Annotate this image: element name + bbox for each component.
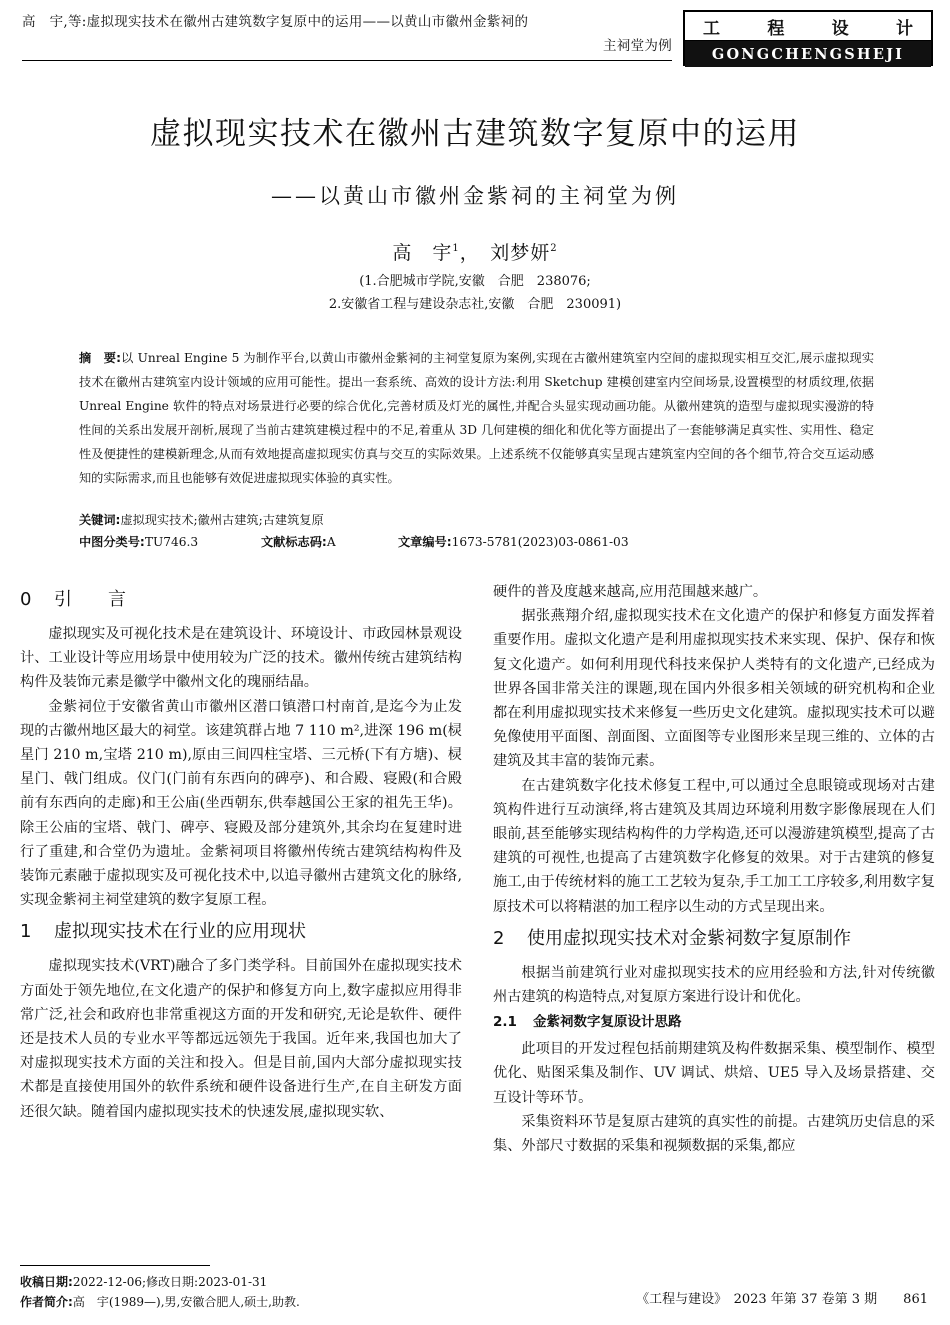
header-rule	[22, 60, 672, 61]
journal-column-badge	[683, 10, 933, 66]
paragraph: 据张燕翔介绍,虚拟现实技术在文化遗产的保护和修复方面发挥着重要作用。虚拟文化遗产是利用虚拟现实技术来实现、保护、保存和恢复文化遗产。如何利用现代科技来保护人类特有的文化遗产,已经成为世界各国非常关注的课题,现在国内外很多相关领域的研究机构和企业都在利用虚拟现实技术来修复一些历史文化建筑。虚拟现实技术可以避免像使用平面图、剖面图、立面图等专业图形来呈现三维的、立体的古建筑及其丰富的装饰元素。	[493, 608, 935, 770]
body-right-column	[493, 580, 935, 1158]
journal-issue: 《工程与建设》 2023 年第 37 卷第 3 期	[636, 1292, 878, 1307]
paragraph: 采集资料环节是复原古建筑的真实性的前提。古建筑历史信息的采集、外部尺寸数据的采集和视频数据的采集,都应	[493, 1113, 935, 1155]
author-name: 高 宇	[392, 242, 453, 264]
footnote	[20, 1272, 300, 1312]
bio-label: 作者简介:	[20, 1295, 73, 1309]
brand-char: 程	[767, 18, 785, 39]
paper-subtitle: ——以黄山市徽州金紫祠的主祠堂为例	[271, 184, 679, 208]
running-title-line2: 主祠堂为例	[603, 38, 672, 54]
column-name-en: GONGCHENGSHEJI	[685, 41, 931, 67]
page-number: 861	[903, 1292, 928, 1307]
paragraph: 此项目的开发过程包括前期建筑及构件数据采集、模型制作、模型优化、贴图采集及制作、UV 调试、烘焙、UE5 导入及场景搭建、交互设计等环节。	[493, 1041, 935, 1106]
paragraph: 根据当前建筑行业对虚拟现实技术的应用经验和方法,针对传统徽州古建筑的构造特点,对复原方案进行设计和优化。	[493, 964, 935, 1006]
author-bio	[20, 1292, 300, 1312]
keywords	[79, 510, 874, 530]
article-number	[398, 532, 629, 552]
author-name: 刘梦妍	[490, 242, 551, 264]
brand-char: 设	[831, 18, 849, 39]
column-name-cn	[685, 12, 931, 41]
brand-char: 计	[895, 18, 913, 39]
paragraph: 虚拟现实技术(VRT)融合了多门类学科。目前国外在虚拟现实技术方面处于领先地位,在文化遗产的保护和修复方向上,数字虚拟应用得非常广泛,社会和政府也非常重视这方面的开发和研究,无论是软件、硬件还是技术人员的专业水平等都远远领先于我国。近年来,我国也加大了对虚拟现实技术方面的关注和投入。但是目前,国内大部分虚拟现实技术都是直接使用国外的软件系统和硬件设备进行生产,在自主研发方面还很欠缺。随着国内虚拟现实技术的快速发展,虚拟现实软、	[20, 958, 462, 1120]
paper-title: 虚拟现实技术在徽州古建筑数字复原中的运用	[150, 116, 800, 152]
paragraph: 金紫祠位于安徽省黄山市徽州区潜口镇潜口村南首,是迄今为止发现的古徽州地区最大的祠堂。该建筑群占地 7 110 m²,进深 196 m(棂星门 210 m,宝塔 210 m),原由三间四柱宝塔、三元桥(下有方塘)、棂星门、戟门组成。仪门(门前有东西向的碑亭)、和合殿、寝殿(和合殿前有东西向的走廊)和王公庙(坐西朝东,供奉越国公王家的祖先王华)。除王公庙的宝塔、戟门、碑亭、寝殿及部分建筑外,其余均在复建时进行了重建,和合堂仍为遗址。金紫祠项目将徽州传统古建筑结构构件及装饰元素融于虚拟现实及可视化技术中,以追寻徽州古建筑文化的脉络,实现金紫祠主祠堂建筑的数字复原工程。	[20, 698, 462, 909]
author-affil-mark: 1	[452, 243, 460, 254]
keywords-label: 关键词:	[79, 513, 121, 527]
brand-char: 工	[703, 18, 720, 39]
affiliation-line: 2.安徽省工程与建设杂志社,安徽 合肥 230091)	[328, 297, 622, 312]
section-heading-0	[20, 588, 462, 612]
section-number: 1	[20, 921, 32, 943]
section-number: 0	[20, 589, 32, 610]
section-title: 虚拟现实技术在行业的应用现状	[54, 921, 306, 943]
clc-value: TU746.3	[144, 535, 199, 549]
abstract-text: 以 Unreal Engine 5 为制作平台,以黄山市徽州金紫祠的主祠堂复原为案例,实现在古徽州建筑室内空间的虚拟现实相互交汇,展示虚拟现实技术在徽州古建筑室内设计领域的应用可能性。提出一套系统、高效的设计方法:利用 Sketchup 建模创建室内空间场景,设置模型的材质纹理,依据 Unreal Engine 软件的特点对场景进行必要的综合优化,完善材质及灯光的属性,并配合头显实现动画功能。从徽州建筑的造型与虚拟现实漫游的特性间的关系出发展开剖析,展现了当前古建筑建模过程中的不足,着重从 3D 几何建模的细化和优化等方面提出了一套能够满足真实性、实用性、稳定性及便捷性的建模新理念,从而有效地提高虚拟现实仿真与交互的实际效果。上述系统不仅能够真实呈现古建筑室内空间的各个细节,符合交互运动感知的实际需求,而且也能够有效促进虚拟现实体验的真实性。	[79, 351, 875, 485]
doc-value: A	[326, 535, 336, 549]
running-header	[22, 10, 672, 58]
doc-label: 文献标志码:	[261, 535, 327, 549]
paragraph: 在古建筑数字化技术修复工程中,可以通过全息眼镜或现场对古建筑构件进行互动演绎,将古建筑及其周边环境利用数字影像展现在人们眼前,甚至能够实现结构构件的力学构造,还可以漫游建筑模型,提高了古建筑的可视性,也提高了古建筑数字化修复的效果。对于古建筑的修复施工,由于传统材料的施工工艺较为复杂,手工加工工序较多,利用数字复原技术可以将精湛的加工程序以生动的方式呈现出来。	[493, 777, 935, 915]
paragraph-continuation: 硬件的普及度越来越高,应用范围越来越广。	[493, 584, 768, 600]
dates-label: 收稿日期:	[20, 1275, 73, 1289]
received-dates	[20, 1272, 300, 1292]
affiliation-line: (1.合肥城市学院,安徽 合肥 238076;	[359, 274, 591, 289]
art-value: 1673-5781(2023)03-0861-03	[451, 535, 629, 549]
author-separator: ，	[459, 242, 471, 264]
art-label: 文章编号:	[398, 535, 452, 549]
section-number: 2	[493, 927, 505, 949]
bio-value: 高 宇(1989—),男,安徽合肥人,硕士,助教.	[72, 1295, 300, 1309]
body-left-column	[20, 580, 462, 1124]
keywords-text: 虚拟现实技术;徽州古建筑;古建筑复原	[120, 513, 324, 527]
abstract-label: 摘 要:	[79, 351, 121, 365]
affiliations	[0, 270, 950, 316]
clc-number	[79, 532, 261, 552]
doc-code	[261, 532, 398, 552]
running-title-line1: 高 宇,等:虚拟现实技术在徽州古建筑数字复原中的运用——以黄山市徽州金紫祠的	[22, 14, 529, 30]
subsection-number: 2.1	[493, 1014, 517, 1031]
dates-value: 2022-12-06;修改日期:2023-01-31	[72, 1275, 268, 1289]
footnote-rule	[20, 1265, 210, 1266]
section-heading-2	[493, 927, 935, 951]
page-footer	[636, 1288, 928, 1307]
section-title: 使用虚拟现实技术对金紫祠数字复原制作	[527, 927, 851, 949]
author-line	[0, 238, 950, 265]
abstract	[79, 346, 874, 490]
classification-line	[79, 532, 874, 552]
author-affil-mark: 2	[550, 243, 558, 254]
section-heading-1	[20, 920, 462, 944]
paragraph: 虚拟现实及可视化技术是在建筑设计、环境设计、市政园林景观设计、工业设计等应用场景中使用较为广泛的技术。徽州传统古建筑结构构件及装饰元素是徽学中徽州文化的瑰丽结晶。	[20, 626, 462, 691]
clc-label: 中图分类号:	[79, 535, 145, 549]
subsection-heading-2-1	[493, 1011, 935, 1033]
subsection-title: 金紫祠数字复原设计思路	[533, 1014, 682, 1031]
section-title: 引 言	[54, 589, 126, 610]
